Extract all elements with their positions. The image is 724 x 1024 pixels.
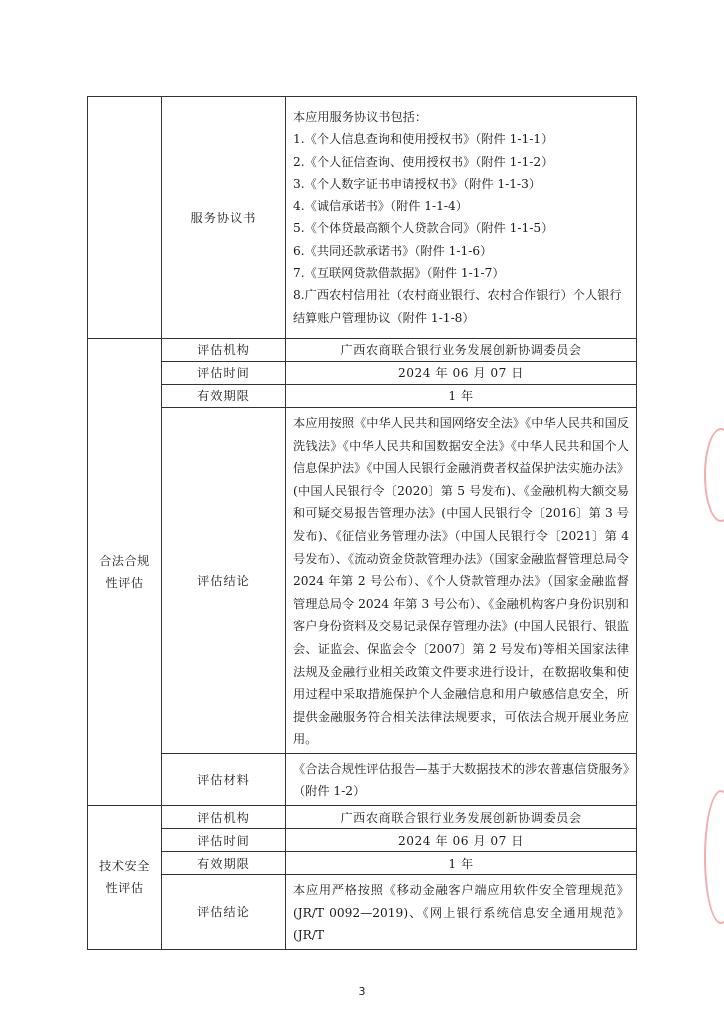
list-item: 6.《共同还款承诺书》（附件 1-1-6）	[293, 243, 493, 258]
list-item: 2.《个人征信查询、使用授权书》（附件 1-1-2）	[293, 154, 554, 169]
tech-validity-label: 有效期限	[162, 852, 286, 875]
legal-org-label: 评估机构	[162, 338, 286, 361]
tech-time-value: 2024 年 06 月 07 日	[286, 829, 637, 852]
service-agreement-label: 服务协议书	[162, 97, 286, 339]
legal-compliance-category: 合法合规性评估	[88, 338, 162, 805]
tech-time-label: 评估时间	[162, 829, 286, 852]
tech-conclusion-row	[88, 875, 637, 950]
list-item: 4.《诚信承诺书》（附件 1-1-4）	[293, 199, 468, 214]
list-item: 8.广西农村信用社（农村商业银行、农村合作银行）个人银行结算账户管理协议（附件 1-1-8）	[293, 288, 622, 325]
list-item: 7.《互联网贷款借款据》（附件 1-1-7）	[293, 266, 505, 281]
service-agreement-row	[88, 97, 637, 339]
legal-material-label: 评估材料	[162, 753, 286, 805]
legal-conclusion-text: 本应用按照《中华人民共和国网络安全法》《中华人民共和国反洗钱法》《中华人民共和国数据安全法》《中华人民共和国个人信息保护法》《中国人民银行金融消费者权益保护法实施办法》(中国人民银行令〔2020〕第 5 号发布)、《金融机构大额交易和可疑交易报告管理办法》(中国人民银行令〔2016〕第 3 号发布)、《征信业务管理办法》（中国人民银行令〔2021〕第 4 号发布）、《流动资金贷款管理办法》（国家金融监督管理总局令 2024 年第 2 号公布）、《个人贷款管理办法》（国家金融监督管理总局令 2024 年第 3 号公布）、《金融机构客户身份识别和客户身份资料及交易记录保存管理办法》(中国人民银行、银监会、证监会、保监会令〔2007〕第 2 号发布)等相关国家法律法规及金融行业相关政策文件要求进行设计，在数据收集和使用过程中采取措施保护个人金融信息和用户敏感信息安全，所提供金融服务符合相关法律法规要求，可依法合规开展业务应用。	[286, 407, 637, 753]
service-agreement-list	[286, 97, 637, 339]
service-agreement-blank-cell	[88, 97, 162, 339]
legal-validity-row	[88, 384, 637, 407]
list-item: 3.《个人数字证书申请授权书》（附件 1-1-3）	[293, 176, 542, 191]
legal-conclusion-row	[88, 407, 637, 753]
tech-security-category: 技术安全性评估	[88, 806, 162, 950]
legal-time-value: 2024 年 06 月 07 日	[286, 361, 637, 384]
legal-validity-label: 有效期限	[162, 384, 286, 407]
legal-conclusion-label: 评估结论	[162, 407, 286, 753]
tech-conclusion-label: 评估结论	[162, 875, 286, 950]
tech-org-label: 评估机构	[162, 806, 286, 829]
tech-time-row	[88, 829, 637, 852]
legal-material-text: 《合法合规性评估报告—基于大数据技术的涉农普惠信贷服务》（附件 1-2）	[286, 753, 637, 805]
legal-org-value: 广西农商联合银行业务发展创新协调委员会	[286, 338, 637, 361]
tech-org-row	[88, 806, 637, 829]
list-item: 5.《个体贷最高额个人贷款合同》（附件 1-1-5）	[293, 221, 554, 236]
seal-stamp-fragment	[704, 790, 724, 924]
legal-material-row	[88, 753, 637, 805]
page-number: 3	[358, 985, 366, 998]
service-agreement-intro: 本应用服务协议书包括：	[293, 110, 428, 124]
legal-validity-value: 1 年	[286, 384, 637, 407]
tech-org-value: 广西农商联合银行业务发展创新协调委员会	[286, 806, 637, 829]
assessment-table	[87, 96, 637, 950]
legal-time-label: 评估时间	[162, 361, 286, 384]
tech-validity-row	[88, 852, 637, 875]
tech-conclusion-text: 本应用严格按照《移动金融客户端应用软件安全管理规范》(JR/T 0092—2019)、《网上银行系统信息安全通用规范》(JR/T	[286, 875, 637, 950]
list-item: 1.《个人信息查询和使用授权书》（附件 1-1-1）	[293, 132, 554, 147]
tech-validity-value: 1 年	[286, 852, 637, 875]
seal-stamp-fragment	[704, 428, 724, 522]
legal-time-row	[88, 361, 637, 384]
legal-org-row	[88, 338, 637, 361]
